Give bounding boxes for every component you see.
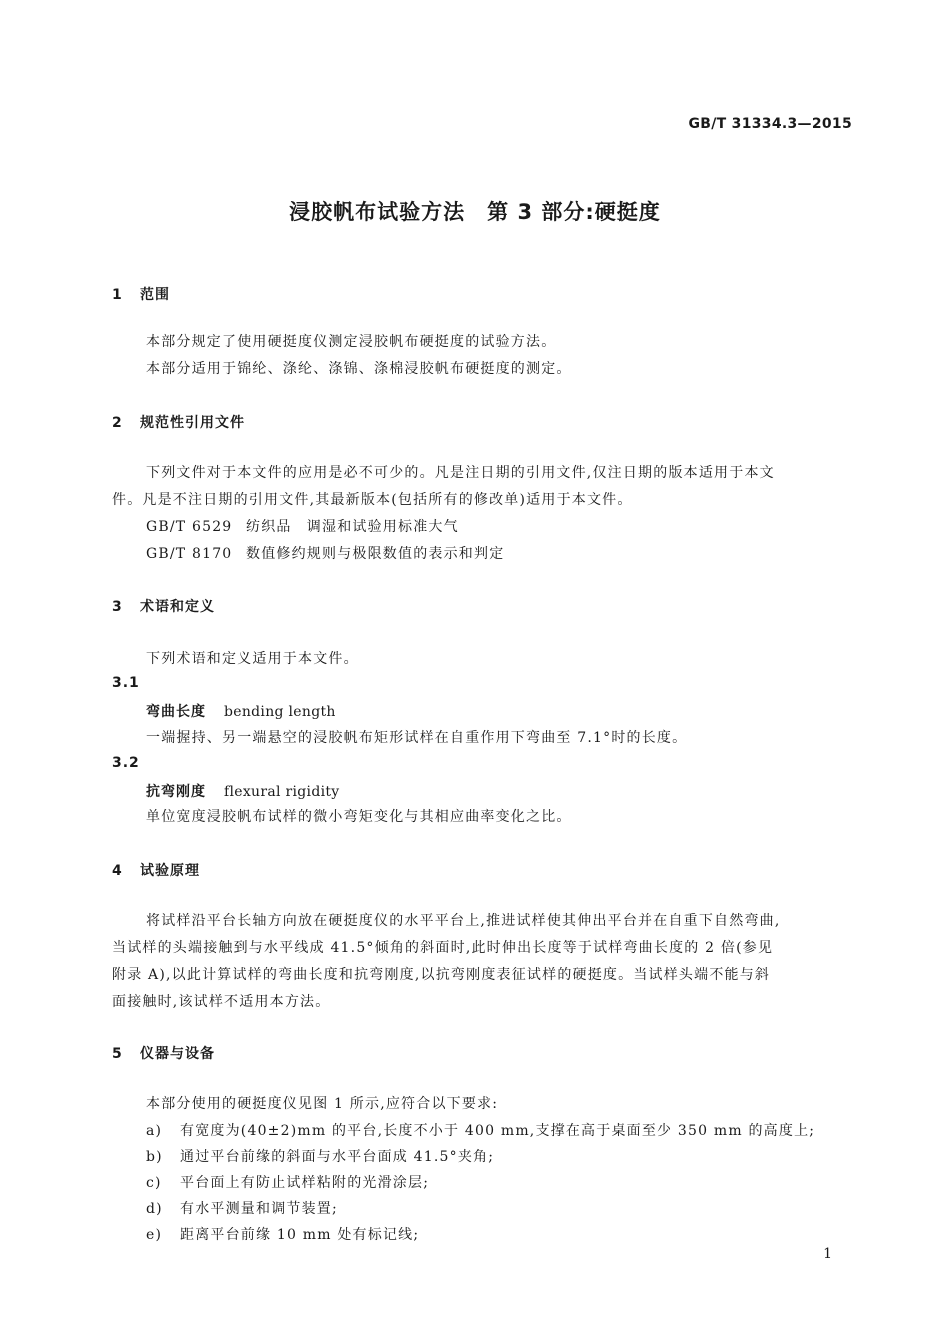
term-number: 3.2 xyxy=(112,755,140,771)
paragraph: 将试样沿平台长轴方向放在硬挺度仪的水平平台上,推进试样使其伸出平台并在自重下自然弯曲, xyxy=(146,913,781,929)
list-item xyxy=(146,1120,815,1140)
paragraph: 附录 A),以此计算试样的弯曲长度和抗弯刚度,以抗弯刚度表征试样的硬挺度。当试样头端不能与斜 xyxy=(112,967,771,983)
list-label: d) xyxy=(146,1201,163,1217)
document-title: 浸胶帆布试验方法 第 3 部分:硬挺度 xyxy=(289,200,661,224)
list-item xyxy=(146,1224,419,1244)
section-number: 4 xyxy=(112,863,123,879)
term-definition: 单位宽度浸胶帆布试样的微小弯矩变化与其相应曲率变化之比。 xyxy=(146,809,572,825)
list-text: 距离平台前缘 10 mm 处有标记线; xyxy=(180,1227,420,1243)
reference-code: GB/T 8170 xyxy=(146,546,233,562)
section-title: 试验原理 xyxy=(140,863,200,879)
term-definition: 一端握持、另一端悬空的浸胶帆布矩形试样在自重作用下弯曲至 7.1°时的长度。 xyxy=(146,730,688,746)
section-number: 1 xyxy=(112,287,123,303)
paragraph: 当试样的头端接触到与水平线成 41.5°倾角的斜面时,此时伸出长度等于试样弯曲长度的 2 倍(参见 xyxy=(112,940,774,956)
list-label: b) xyxy=(146,1149,163,1165)
normative-reference xyxy=(146,516,459,536)
reference-title: 数值修约规则与极限数值的表示和判定 xyxy=(246,546,505,562)
list-item xyxy=(146,1146,494,1166)
list-item xyxy=(146,1198,338,1218)
paragraph: 面接触时,该试样不适用本方法。 xyxy=(112,994,331,1010)
term-entry xyxy=(146,781,340,801)
section-title: 术语和定义 xyxy=(140,599,215,615)
section-1-heading xyxy=(112,284,170,304)
term-zh: 抗弯刚度 xyxy=(146,784,206,800)
section-4-heading xyxy=(112,860,200,880)
list-label: c) xyxy=(146,1175,162,1191)
list-text: 平台面上有防止试样粘附的光滑涂层; xyxy=(180,1175,430,1191)
paragraph: 件。凡是不注日期的引用文件,其最新版本(包括所有的修改单)适用于本文件。 xyxy=(112,492,633,508)
section-3-heading xyxy=(112,596,215,616)
term-en: flexural rigidity xyxy=(224,784,340,800)
section-2-heading xyxy=(112,412,245,432)
term-zh: 弯曲长度 xyxy=(146,704,206,720)
paragraph: 本部分适用于锦纶、涤纶、涤锦、涤棉浸胶帆布硬挺度的测定。 xyxy=(146,361,572,377)
paragraph: 本部分使用的硬挺度仪见图 1 所示,应符合以下要求: xyxy=(146,1096,499,1112)
page-number: 1 xyxy=(823,1246,832,1262)
reference-title: 纺织品 调湿和试验用标准大气 xyxy=(246,519,459,535)
section-number: 5 xyxy=(112,1046,123,1062)
paragraph: 下列文件对于本文件的应用是必不可少的。凡是注日期的引用文件,仅注日期的版本适用于本文 xyxy=(146,465,775,481)
paragraph: 下列术语和定义适用于本文件。 xyxy=(146,651,359,667)
list-text: 通过平台前缘的斜面与水平台面成 41.5°夹角; xyxy=(180,1149,495,1165)
section-title: 规范性引用文件 xyxy=(140,415,245,431)
list-label: e) xyxy=(146,1227,163,1243)
paragraph: 本部分规定了使用硬挺度仪测定浸胶帆布硬挺度的试验方法。 xyxy=(146,334,557,350)
section-5-heading xyxy=(112,1043,215,1063)
term-entry xyxy=(146,701,336,721)
list-text: 有宽度为(40±2)mm 的平台,长度不小于 400 mm,支撑在高于桌面至少 350 mm 的高度上; xyxy=(180,1123,816,1139)
standard-number: GB/T 31334.3—2015 xyxy=(688,116,852,132)
section-number: 3 xyxy=(112,599,123,615)
term-number: 3.1 xyxy=(112,675,140,691)
section-title: 范围 xyxy=(140,287,170,303)
section-title: 仪器与设备 xyxy=(140,1046,215,1062)
list-text: 有水平测量和调节装置; xyxy=(180,1201,338,1217)
list-label: a) xyxy=(146,1123,163,1139)
reference-code: GB/T 6529 xyxy=(146,519,233,535)
list-item xyxy=(146,1172,429,1192)
normative-reference xyxy=(146,543,504,563)
term-en: bending length xyxy=(224,704,336,720)
section-number: 2 xyxy=(112,415,123,431)
